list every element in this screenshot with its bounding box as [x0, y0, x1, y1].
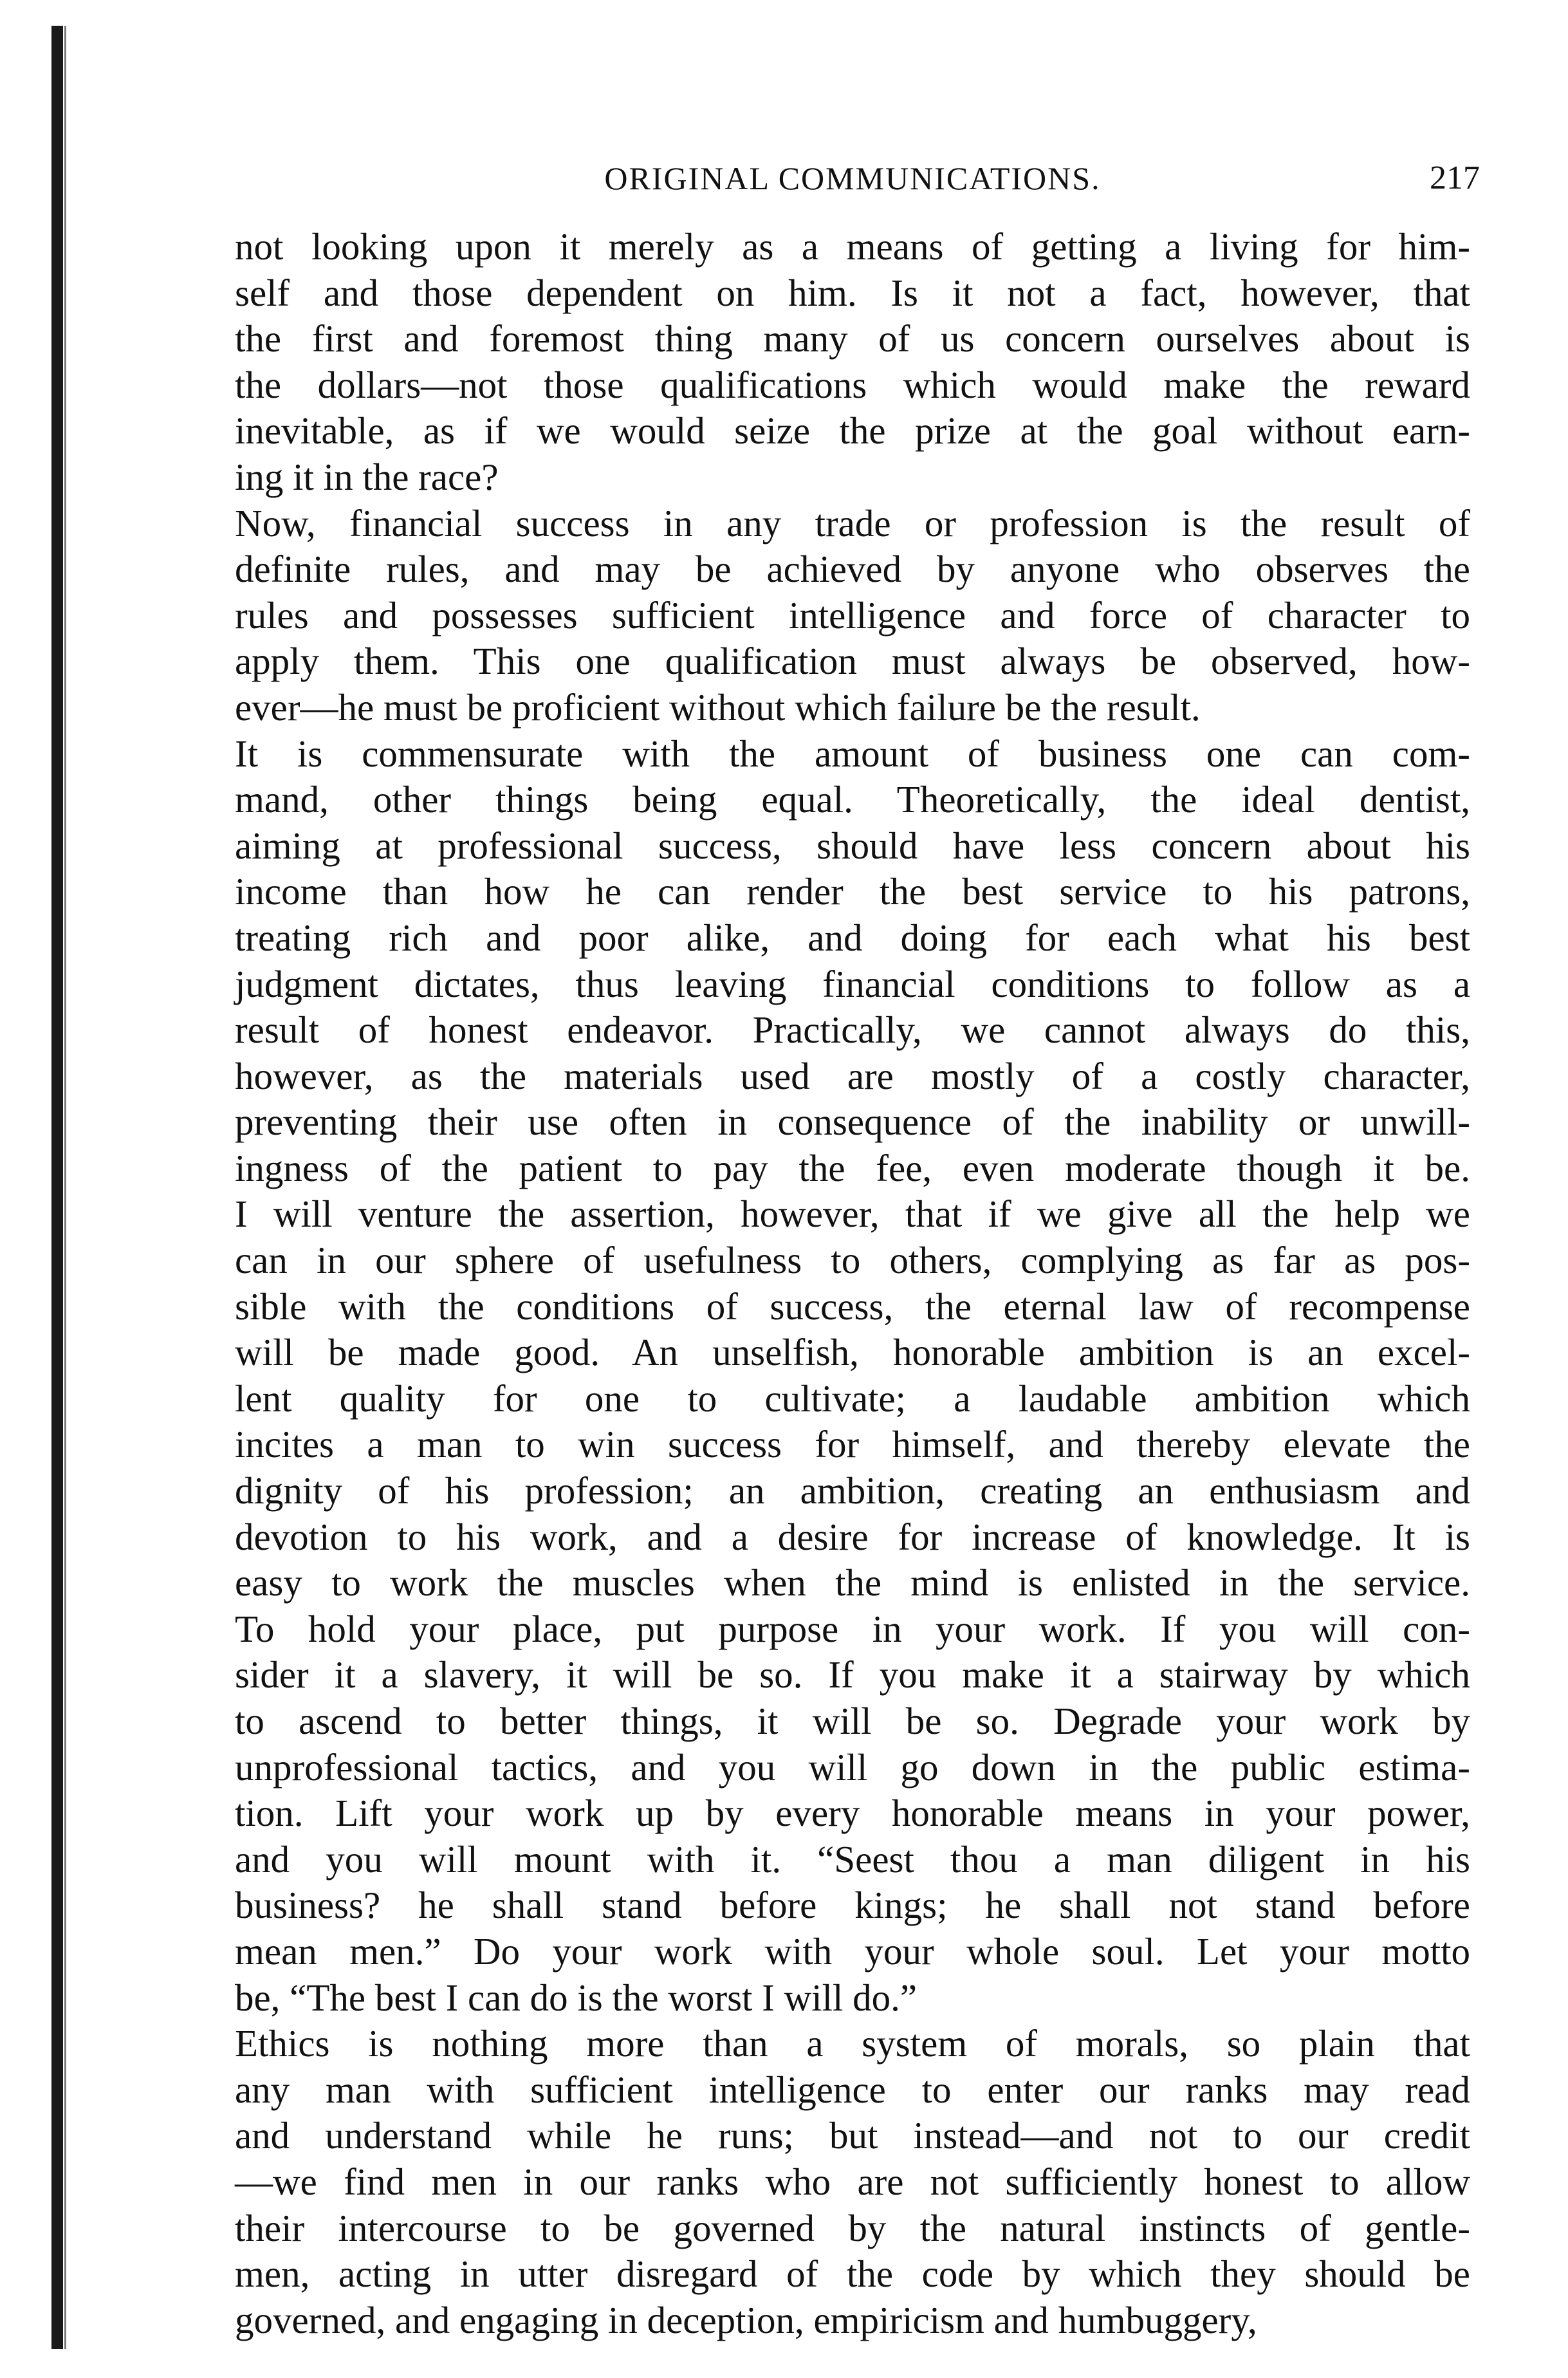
text-line: not looking upon it merely as a means of getting a living for him-	[235, 225, 1470, 268]
text-line: incites a man to win success for himself, and thereby elevate the	[235, 1423, 1470, 1466]
text-line: ingness of the patient to pay the fee, even moderate though it be.	[235, 1146, 1470, 1189]
binding-edge-shadow	[64, 26, 66, 2349]
text-line: rules and possesses sufficient intelligence and force of character to	[235, 593, 1470, 636]
paragraph-1	[235, 224, 1470, 501]
text-line: mand, other things being equal. Theoretically, the ideal dentist,	[235, 778, 1470, 821]
paragraph-2	[235, 501, 1470, 731]
text-line: result of honest endeavor. Practically, we cannot always do this,	[235, 1008, 1470, 1052]
text-line: their intercourse to be governed by the natural instincts of gentle-	[235, 2206, 1470, 2249]
binding-edge	[51, 26, 63, 2349]
text-line: sider it a slavery, it will be so. If you make it a stairway by which	[235, 1653, 1470, 1696]
text-line: business? he shall stand before kings; he shall not stand before	[235, 1884, 1470, 1927]
page-header	[225, 149, 1480, 207]
text-line: the dollars—not those qualifications which would make the reward	[235, 363, 1470, 406]
text-line: dignity of his profession; an ambition, creating an enthusiasm and	[235, 1469, 1470, 1512]
text-line: unprofessional tactics, and you will go down in the public estima-	[235, 1745, 1470, 1788]
page-number: 217	[1430, 160, 1480, 196]
text-line: easy to work the muscles when the mind is enlisted in the service.	[235, 1561, 1470, 1604]
text-line: can in our sphere of usefulness to others, complying as far as pos-	[235, 1239, 1470, 1282]
text-line: ing it in the race?	[235, 455, 499, 498]
text-line: To hold your place, put purpose in your work. If you will con-	[235, 1607, 1470, 1650]
running-head: ORIGINAL COMMUNICATIONS.	[604, 160, 1101, 196]
text-line: —we find men in our ranks who are not sufficiently honest to allow	[235, 2160, 1470, 2203]
text-line: Now, financial success in any trade or profession is the result of	[235, 501, 1470, 544]
text-line: apply them. This one qualification must always be observed, how-	[235, 640, 1470, 683]
paragraph-3	[235, 731, 1470, 2021]
paragraph-4	[235, 2021, 1470, 2343]
text-line: the first and foremost thing many of us concern ourselves about is	[235, 317, 1470, 360]
text-line: any man with sufficient intelligence to enter our ranks may read	[235, 2068, 1470, 2111]
text-line: Ethics is nothing more than a system of morals, so plain that	[235, 2022, 1470, 2065]
body-text	[235, 224, 1470, 2343]
text-line: ever—he must be proficient without which failure be the result.	[235, 685, 1201, 729]
text-line: inevitable, as if we would seize the prize at the goal without earn-	[235, 409, 1470, 452]
text-line: mean men.” Do your work with your whole soul. Let your motto	[235, 1929, 1470, 1973]
text-line: judgment dictates, thus leaving financial conditions to follow as a	[235, 962, 1470, 1005]
text-line: and you will mount with it. “Seest thou a man diligent in his	[235, 1837, 1470, 1881]
text-line: It is commensurate with the amount of business one can com-	[235, 732, 1470, 775]
text-line: governed, and engaging in deception, empiricism and humbuggery,	[235, 2298, 1257, 2341]
text-line: treating rich and poor alike, and doing for each what his best	[235, 916, 1470, 959]
text-line: sible with the conditions of success, the eternal law of recompense	[235, 1285, 1470, 1328]
text-line: aiming at professional success, should have less concern about his	[235, 824, 1470, 867]
text-line: will be made good. An unselfish, honorable ambition is an excel-	[235, 1331, 1470, 1374]
text-line: income than how he can render the best service to his patrons,	[235, 870, 1470, 913]
text-line: and understand while he runs; but instead—and not to our credit	[235, 2114, 1470, 2157]
text-line: however, as the materials used are mostly of a costly character,	[235, 1054, 1470, 1097]
text-line: definite rules, and may be achieved by anyone who observes the	[235, 548, 1470, 591]
text-line: lent quality for one to cultivate; a laudable ambition which	[235, 1377, 1470, 1420]
text-line: tion. Lift your work up by every honorable means in your power,	[235, 1792, 1470, 1835]
text-line: devotion to his work, and a desire for increase of knowledge. It is	[235, 1515, 1470, 1558]
text-line: self and those dependent on him. Is it not a fact, however, that	[235, 271, 1470, 314]
text-line: to ascend to better things, it will be so. Degrade your work by	[235, 1700, 1470, 1742]
text-line: be, “The best I can do is the worst I will do.”	[235, 1976, 918, 2019]
text-line: I will venture the assertion, however, that if we give all the help we	[235, 1193, 1470, 1236]
text-line: preventing their use often in consequence of the inability or unwill-	[235, 1101, 1470, 1144]
text-line: men, acting in utter disregard of the code by which they should be	[235, 2253, 1470, 2296]
